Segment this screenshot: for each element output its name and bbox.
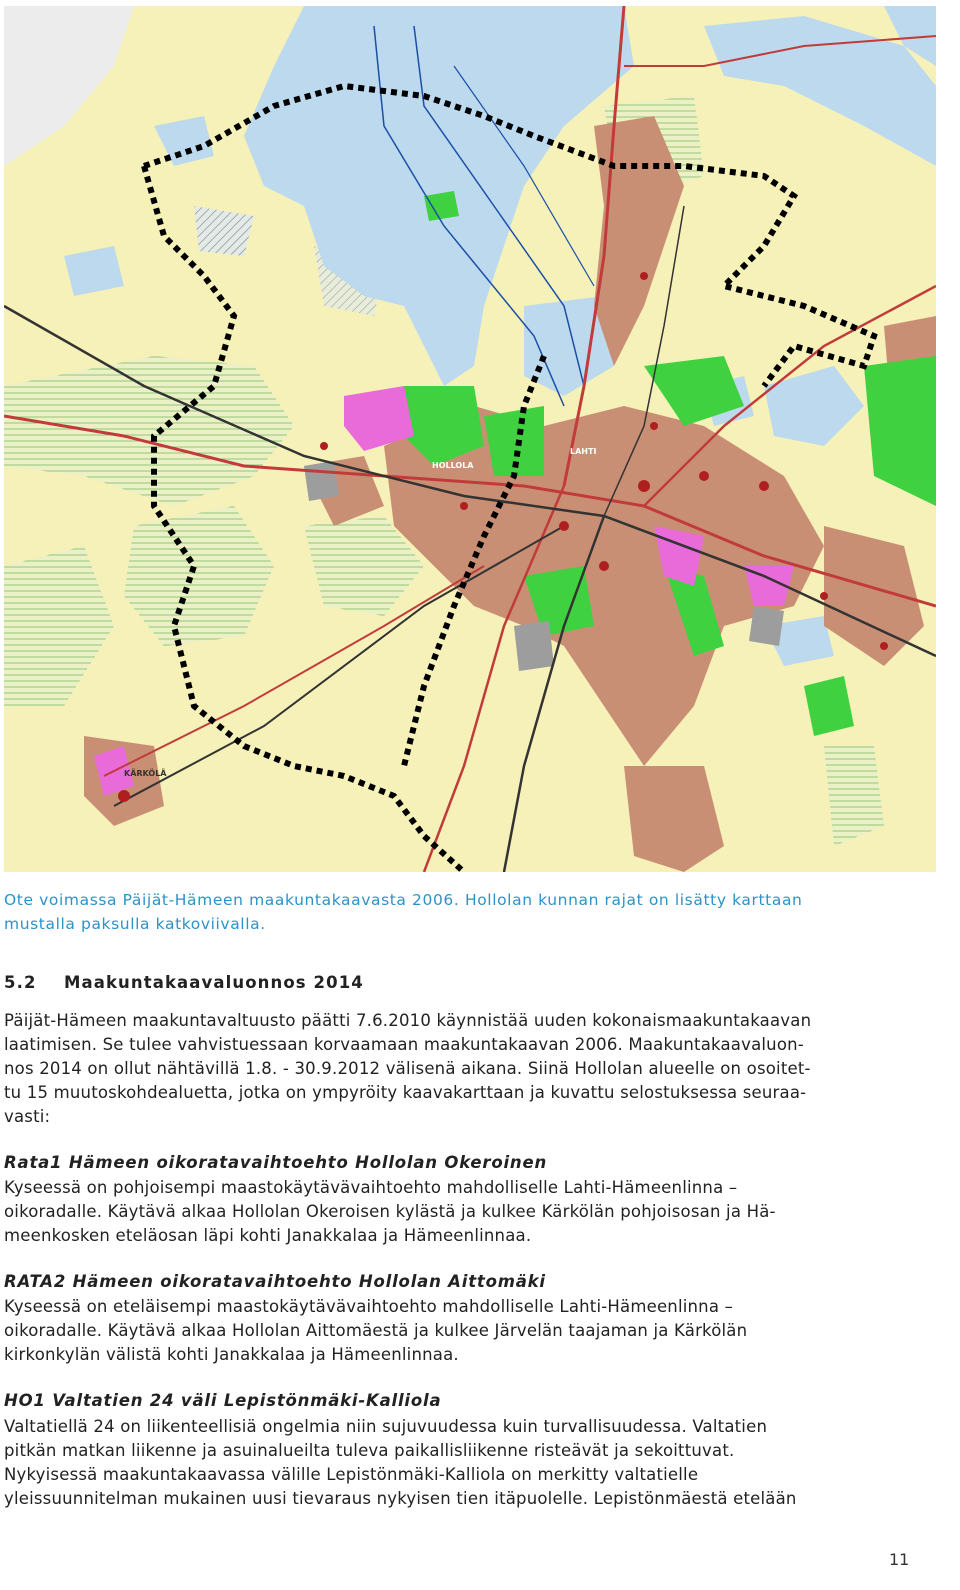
map-label-hollola: HOLLOLA <box>432 461 474 470</box>
caption-line-1: Ote voimassa Päijät-Hämeen maakuntakaavasta 2006. Hollolan kunnan rajat on lisätty karttaan <box>4 891 803 909</box>
map-label-lahti: LAHTI <box>570 447 597 456</box>
text-line: nos 2014 on ollut nähtävillä 1.8. - 30.9.2012 välisenä aikana. Siinä Hollolan alueelle on osoitet- <box>4 1059 811 1078</box>
item-body-rata2 <box>4 1295 949 1367</box>
text-line: pitkän matkan liikenne ja asuinalueilta tuleva paikallisliikenne risteävät ja sekoittuvat. <box>4 1441 735 1460</box>
map-caption <box>4 888 954 936</box>
text-line: oikoradalle. Käytävä alkaa Hollolan Aittomäestä ja kulkee Järvelän taajaman ja Kärkölän <box>4 1321 748 1340</box>
text-line: oikoradalle. Käytävä alkaa Hollolan Okeroisen kylästä ja kulkee Kärkölän pohjoisosan ja Hä- <box>4 1202 776 1221</box>
item-title-ho1: HO1 Valtatien 24 väli Lepistönmäki-Kalliola <box>4 1391 442 1410</box>
text-line: kirkonkylän välistä kohti Janakkalaa ja Hämeenlinnaa. <box>4 1345 459 1364</box>
item-title-rata2: RATA2 Hämeen oikoratavaihtoehto Hollolan Aittomäki <box>4 1272 546 1291</box>
text-line: yleissuunnitelman mukainen uusi tievaraus nykyisen tien itäpuolelle. Lepistönmäestä etelään <box>4 1489 797 1508</box>
text-line: meenkosken eteläosan läpi kohti Janakkalaa ja Hämeenlinnaa. <box>4 1226 532 1245</box>
text-line: vasti: <box>4 1107 51 1126</box>
text-line: Nykyisessä maakuntakaavassa välille Lepistönmäki-Kalliola on merkitty valtatielle <box>4 1465 699 1484</box>
text-line: Kyseessä on eteläisempi maastokäytävävaihtoehto mahdolliselle Lahti-Hämeenlinna – <box>4 1297 734 1316</box>
text-line: Kyseessä on pohjoisempi maastokäytävävaihtoehto mahdolliselle Lahti-Hämeenlinna – <box>4 1178 738 1197</box>
text-line: Päijät-Hämeen maakuntavaltuusto päätti 7.6.2010 käynnistää uuden kokonaismaakuntakaavan <box>4 1011 812 1030</box>
section-heading <box>4 973 364 992</box>
intro-paragraph <box>4 1009 949 1129</box>
section-number: 5.2 <box>4 973 37 992</box>
page-number: 11 <box>889 1550 910 1569</box>
text-line: laatimisen. Se tulee vahvistuessaan korvaamaan maakuntakaavan 2006. Maakuntakaavaluon- <box>4 1035 804 1054</box>
item-body-rata1 <box>4 1176 949 1248</box>
map-label-karkola: KÄRKÖLÄ <box>124 769 167 778</box>
text-line: tu 15 muutoskohdealuetta, jotka on ympyröity kaavakarttaan ja kuvattu selostuksessa seuraa- <box>4 1083 807 1102</box>
section-title: Maakuntakaavaluonnos 2014 <box>64 973 364 992</box>
regional-plan-map <box>4 6 936 872</box>
item-title-rata1: Rata1 Hämeen oikoratavaihtoehto Hollolan Okeroinen <box>4 1153 548 1172</box>
map-graphic <box>4 6 936 872</box>
text-line: Valtatiellä 24 on liikenteellisiä ongelmia niin sujuvuudessa kuin turvallisuudessa. Valtatien <box>4 1417 768 1436</box>
caption-line-2: mustalla paksulla katkoviivalla. <box>4 915 266 933</box>
item-body-ho1 <box>4 1415 949 1511</box>
